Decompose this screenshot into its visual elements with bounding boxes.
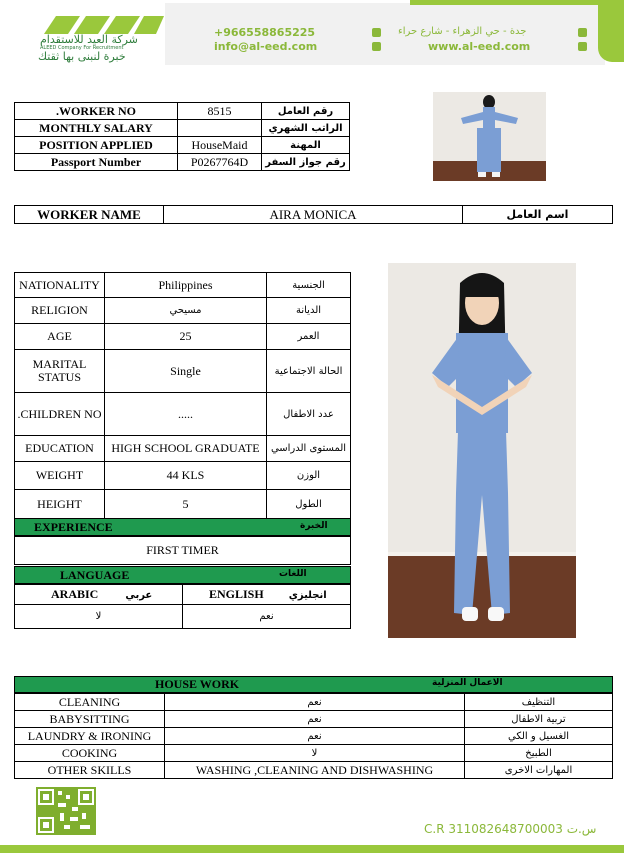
salary-label-ar: الراتب الشهري [262, 120, 350, 137]
cooking-value: لا [165, 745, 465, 762]
height-label-ar: الطول [267, 490, 351, 519]
english-label: ENGLISH [209, 586, 264, 601]
cooking-label: COOKING [15, 745, 165, 762]
cursor-icon [578, 42, 587, 51]
religion-value: مسيحي [105, 298, 267, 324]
email-link[interactable]: info@al-eed.com [214, 40, 318, 53]
english-label-ar: انجليزي [288, 589, 327, 601]
footer-accent-line [0, 845, 624, 853]
table-row [15, 298, 351, 324]
table-row [15, 324, 351, 350]
worker-no-label: .WORKER NO [15, 103, 178, 120]
website-link[interactable]: www.al-eed.com [428, 40, 531, 53]
salary-label: MONTHLY SALARY [15, 120, 178, 137]
arabic-language-value: لا [15, 605, 183, 629]
qr-code-icon[interactable] [36, 787, 96, 835]
header-accent-top [410, 0, 624, 5]
worker-name-label-ar: اسم العامل [463, 206, 613, 224]
worker-info-table [14, 102, 350, 171]
experience-table [14, 536, 351, 565]
laundry-label-ar: الغسيل و الكي [465, 728, 613, 745]
arabic-language-cell [15, 585, 183, 605]
english-language-cell [183, 585, 351, 605]
experience-title-ar: الخبرة [300, 521, 328, 531]
passport-label: Passport Number [15, 154, 178, 171]
other-skills-value: WASHING ,CLEANING AND DISHWASHING [165, 762, 465, 779]
whatsapp-icon [372, 28, 381, 37]
nationality-label-ar: الجنسية [267, 273, 351, 298]
table-row [15, 745, 613, 762]
position-label: POSITION APPLIED [15, 137, 178, 154]
age-label: AGE [15, 324, 105, 350]
address: جدة - حي الزهراء - شارع حراء [398, 26, 527, 37]
height-label: HEIGHT [15, 490, 105, 519]
commercial-registration: C.R 311082648700003 س.ت [424, 822, 597, 836]
weight-label-ar: الوزن [267, 462, 351, 490]
position-value: HouseMaid [178, 137, 262, 154]
logo-english-name: ALEED Company For Recruitment [40, 45, 124, 51]
other-skills-label-ar: المهارات الاخرى [465, 762, 613, 779]
arabic-label: ARABIC [51, 586, 99, 601]
children-no-label: .CHILDREN NO [15, 393, 105, 436]
experience-title: EXPERIENCE [34, 520, 113, 534]
table-row [15, 350, 351, 393]
experience-value: FIRST TIMER [15, 537, 351, 565]
religion-label: RELIGION [15, 298, 105, 324]
language-table [14, 584, 351, 629]
table-row [15, 537, 351, 565]
education-label-ar: المستوى الدراسي [267, 436, 351, 462]
english-language-value: نعم [183, 605, 351, 629]
cleaning-value: نعم [165, 694, 465, 711]
weight-value: 44 KLS [105, 462, 267, 490]
worker-no-value: 8515 [178, 103, 262, 120]
nationality-value: Philippines [105, 273, 267, 298]
arabic-label-ar: عربي [125, 589, 153, 601]
worker-photo-small [433, 92, 546, 181]
table-row [15, 137, 350, 154]
table-row [15, 490, 351, 519]
cooking-label-ar: الطبيخ [465, 745, 613, 762]
passport-label-ar: رقم جواز السفر [262, 154, 350, 171]
phone-number[interactable]: +966558865225 [214, 26, 316, 39]
table-row [15, 462, 351, 490]
table-row [15, 154, 350, 171]
marital-status-label-ar: الحالة الاجتماعية [267, 350, 351, 393]
cleaning-label-ar: التنظيف [465, 694, 613, 711]
table-row [15, 273, 351, 298]
nationality-label: NATIONALITY [15, 273, 105, 298]
marital-status-value: Single [105, 350, 267, 393]
table-row [15, 728, 613, 745]
babysitting-label-ar: تربية الاطفال [465, 711, 613, 728]
table-row [15, 206, 613, 224]
house-work-table [14, 693, 613, 779]
age-label-ar: العمر [267, 324, 351, 350]
other-skills-label: OTHER SKILLS [15, 762, 165, 779]
details-table [14, 272, 351, 519]
logo-arabic-name: شركة العيد للاستقدام [40, 33, 138, 46]
laundry-value: نعم [165, 728, 465, 745]
worker-name-label: WORKER NAME [15, 206, 164, 224]
table-row [15, 585, 351, 605]
house-work-title: HOUSE WORK [155, 677, 240, 691]
age-value: 25 [105, 324, 267, 350]
table-row [15, 694, 613, 711]
worker-name-table [14, 205, 613, 224]
worker-no-label-ar: رقم العامل [262, 103, 350, 120]
table-row [15, 762, 613, 779]
children-no-label-ar: عدد الاطفال [267, 393, 351, 436]
children-no-value: ..... [105, 393, 267, 436]
babysitting-value: نعم [165, 711, 465, 728]
worker-photo-full [388, 263, 576, 638]
logo-slogan: خبرة لنبنى بها ثقتك [38, 50, 126, 63]
table-row [15, 120, 350, 137]
person-full-icon [388, 263, 576, 638]
person-icon [433, 92, 546, 181]
language-title: LANGUAGE [60, 568, 130, 582]
email-icon [372, 42, 381, 51]
laundry-label: LAUNDRY & IRONING [15, 728, 165, 745]
marital-status-label: MARITAL STATUS [15, 350, 105, 393]
cleaning-label: CLEANING [15, 694, 165, 711]
table-row [15, 605, 351, 629]
header-accent-side [598, 0, 624, 62]
table-row [15, 393, 351, 436]
worker-name-value: AIRA MONICA [164, 206, 463, 224]
language-title-ar: اللغات [279, 569, 307, 579]
height-value: 5 [105, 490, 267, 519]
table-row [15, 103, 350, 120]
weight-label: WEIGHT [15, 462, 105, 490]
passport-value: P0267764D [178, 154, 262, 171]
table-row [15, 711, 613, 728]
house-work-title-ar: الاعمال المنزلية [432, 678, 503, 688]
babysitting-label: BABYSITTING [15, 711, 165, 728]
salary-value [178, 120, 262, 137]
education-value: HIGH SCHOOL GRADUATE [105, 436, 267, 462]
education-label: EDUCATION [15, 436, 105, 462]
religion-label-ar: الديانة [267, 298, 351, 324]
position-label-ar: المهنة [262, 137, 350, 154]
table-row [15, 436, 351, 462]
location-icon [578, 28, 587, 37]
house-work-header [14, 676, 613, 693]
